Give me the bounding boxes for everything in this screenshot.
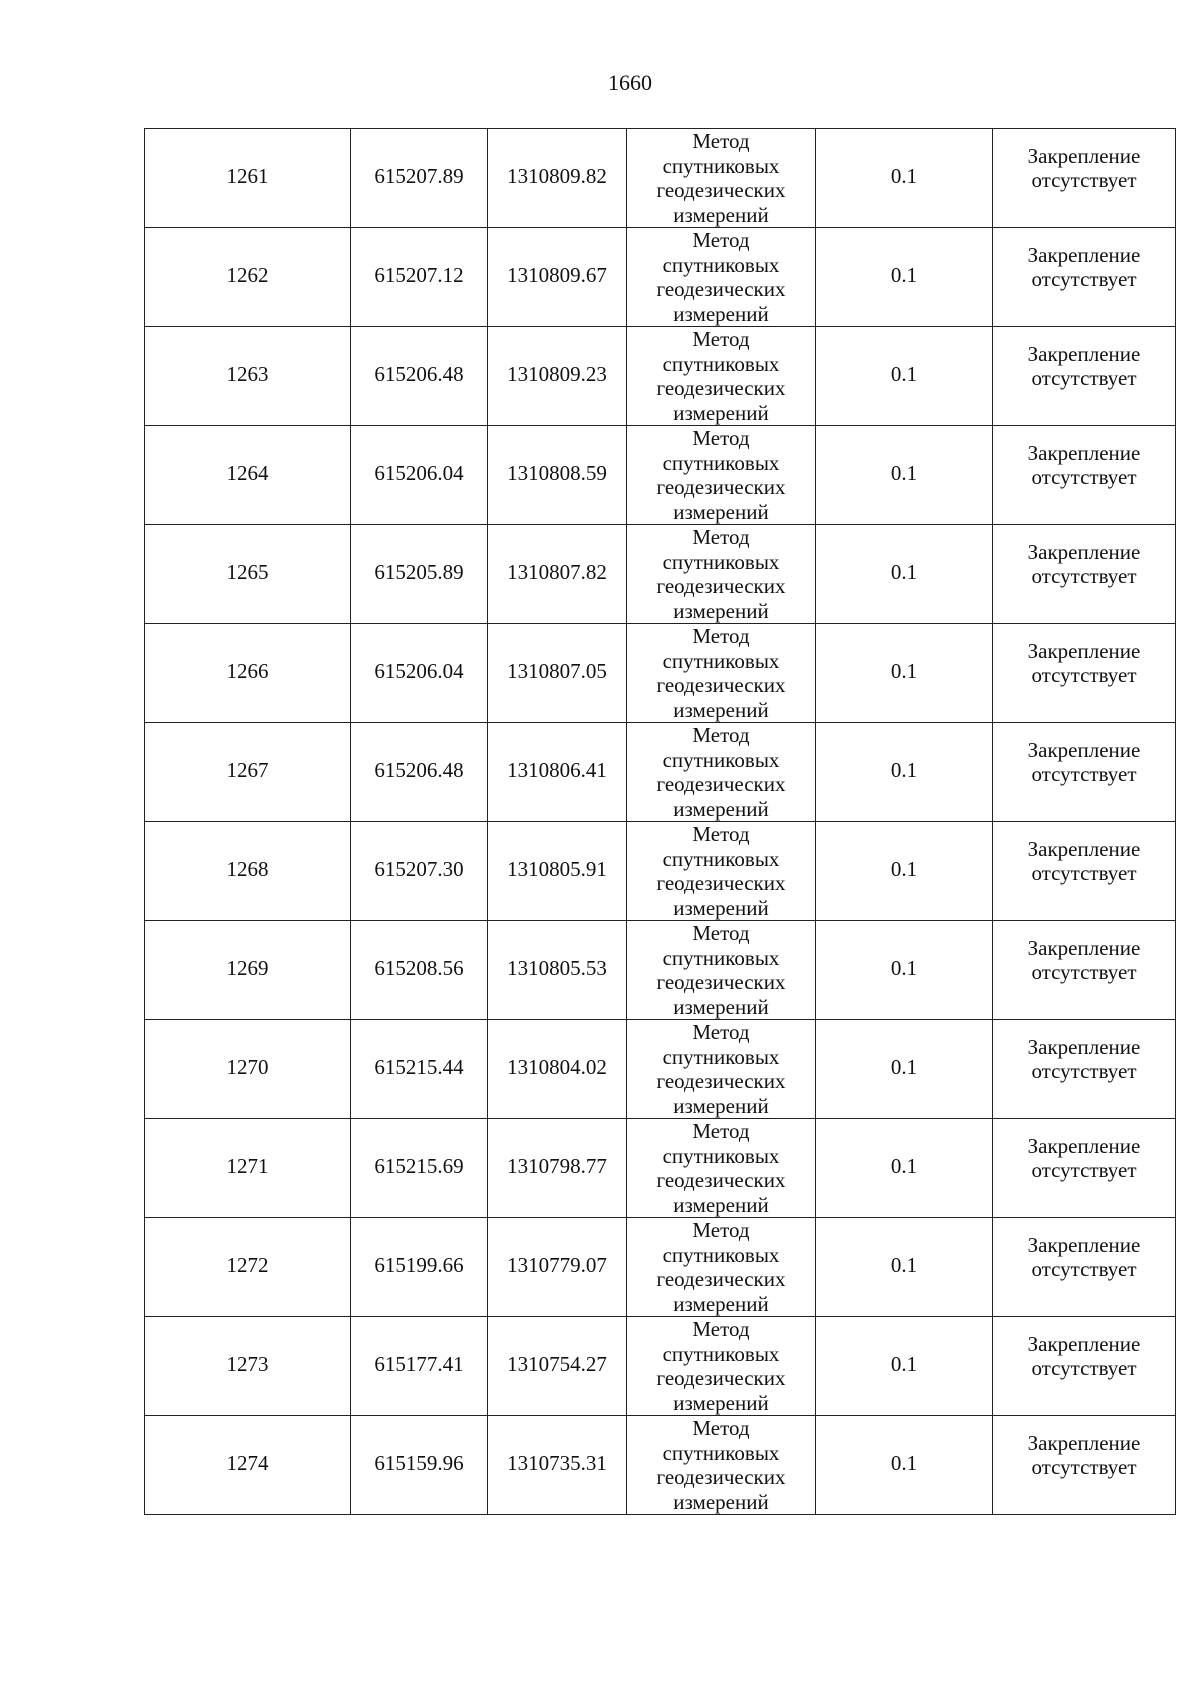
method-text-line: измерений — [673, 1489, 769, 1514]
fixation-text-line: отсутствует — [1031, 1158, 1137, 1182]
x-coordinate-cell — [351, 129, 488, 228]
y-coordinate-cell — [488, 1020, 627, 1119]
point-number-value: 1264 — [226, 460, 269, 485]
fixation-cell — [993, 624, 1176, 723]
method-text-line: геодезических — [656, 376, 786, 400]
method-text-line: измерений — [673, 598, 769, 623]
coordinates-table — [144, 128, 1176, 1515]
fixation-cell — [993, 1020, 1176, 1119]
y-coordinate-value: 1310804.02 — [507, 1054, 607, 1079]
method-text-line: Метод — [692, 1119, 750, 1143]
accuracy-value: 0.1 — [890, 955, 918, 980]
accuracy-cell — [816, 426, 993, 525]
method-text-line: спутниковых — [662, 1341, 780, 1366]
x-coordinate-cell — [351, 1119, 488, 1218]
x-coordinate-value: 615206.48 — [374, 361, 464, 386]
method-text-line: геодезических — [656, 970, 786, 994]
accuracy-value: 0.1 — [890, 1351, 918, 1376]
table-body — [145, 129, 1176, 1515]
fixation-text-line: Закрепление — [1027, 737, 1141, 762]
method-text-line: измерений — [673, 697, 769, 722]
y-coordinate-value: 1310807.05 — [507, 658, 607, 683]
y-coordinate-cell — [488, 1119, 627, 1218]
x-coordinate-value: 615207.12 — [374, 262, 464, 287]
fixation-text — [1028, 1233, 1141, 1282]
accuracy-cell — [816, 228, 993, 327]
x-coordinate-value: 615215.44 — [374, 1054, 464, 1079]
x-coordinate-value: 615199.66 — [374, 1252, 464, 1277]
table-row — [145, 525, 1176, 624]
x-coordinate-cell — [351, 1020, 488, 1119]
fixation-text-line: отсутствует — [1031, 564, 1137, 588]
y-coordinate-value: 1310809.82 — [507, 163, 607, 188]
y-coordinate-value: 1310809.67 — [507, 262, 607, 287]
x-coordinate-value: 615207.89 — [374, 163, 464, 188]
accuracy-value: 0.1 — [890, 658, 918, 683]
method-text-line: спутниковых — [662, 549, 780, 574]
point-number-value: 1269 — [226, 955, 269, 980]
y-coordinate-value: 1310779.07 — [507, 1252, 607, 1277]
x-coordinate-cell — [351, 1218, 488, 1317]
y-coordinate-cell — [488, 1218, 627, 1317]
table-row — [145, 822, 1176, 921]
method-cell — [627, 525, 816, 624]
x-coordinate-value: 615206.48 — [374, 757, 464, 782]
y-coordinate-value: 1310754.27 — [507, 1351, 607, 1376]
accuracy-cell — [816, 129, 993, 228]
y-coordinate-value: 1310808.59 — [507, 460, 607, 485]
method-text-line: геодезических — [656, 574, 786, 598]
y-coordinate-cell — [488, 327, 627, 426]
point-number-cell — [145, 624, 351, 723]
fixation-text — [1028, 1134, 1141, 1183]
table-row — [145, 1218, 1176, 1317]
fixation-text-line: Закрепление — [1027, 341, 1141, 366]
method-text-line: геодезических — [656, 277, 786, 301]
fixation-text-line: Закрепление — [1027, 539, 1141, 564]
fixation-text — [1028, 243, 1141, 292]
method-text-line: Метод — [692, 1416, 750, 1440]
point-number-cell — [145, 228, 351, 327]
point-number-cell — [145, 129, 351, 228]
fixation-cell — [993, 129, 1176, 228]
method-cell — [627, 1317, 816, 1416]
fixation-text-line: отсутствует — [1031, 1356, 1137, 1380]
fixation-text-line: отсутствует — [1031, 861, 1137, 885]
method-cell — [627, 723, 816, 822]
point-number-cell — [145, 426, 351, 525]
x-coordinate-value: 615206.04 — [374, 658, 464, 683]
x-coordinate-cell — [351, 1416, 488, 1515]
fixation-text — [1028, 342, 1141, 391]
fixation-text-line: отсутствует — [1031, 663, 1137, 687]
fixation-text-line: Закрепление — [1027, 1232, 1141, 1257]
page-number: 1660 — [608, 70, 652, 95]
point-number-value: 1273 — [226, 1351, 269, 1376]
point-number-cell — [145, 1119, 351, 1218]
method-text-line: геодезических — [656, 178, 786, 202]
method-text-line: геодезических — [656, 1267, 786, 1291]
fixation-text-line: Закрепление — [1027, 836, 1141, 861]
table-row — [145, 624, 1176, 723]
fixation-text-line: отсутствует — [1031, 1455, 1137, 1479]
x-coordinate-value: 615206.04 — [374, 460, 464, 485]
fixation-cell — [993, 327, 1176, 426]
method-text-line: Метод — [692, 1317, 750, 1341]
fixation-cell — [993, 921, 1176, 1020]
y-coordinate-cell — [488, 1416, 627, 1515]
method-text-line: геодезических — [656, 1168, 786, 1192]
method-text-line: геодезических — [656, 1465, 786, 1489]
method-text-line: измерений — [673, 1291, 769, 1316]
fixation-text — [1028, 936, 1141, 985]
accuracy-value: 0.1 — [890, 460, 918, 485]
accuracy-cell — [816, 1218, 993, 1317]
table-row — [145, 921, 1176, 1020]
y-coordinate-value: 1310805.91 — [507, 856, 607, 881]
method-text-line: Метод — [692, 129, 750, 153]
y-coordinate-cell — [488, 921, 627, 1020]
accuracy-value: 0.1 — [890, 856, 918, 881]
fixation-text-line: Закрепление — [1027, 935, 1141, 960]
fixation-text-line: отсутствует — [1031, 1257, 1137, 1281]
x-coordinate-value: 615205.89 — [374, 559, 464, 584]
accuracy-value: 0.1 — [890, 262, 918, 287]
fixation-text-line: Закрепление — [1027, 1331, 1141, 1356]
y-coordinate-cell — [488, 624, 627, 723]
accuracy-value: 0.1 — [890, 163, 918, 188]
table-row — [145, 327, 1176, 426]
method-text-line: спутниковых — [662, 1143, 780, 1168]
x-coordinate-cell — [351, 525, 488, 624]
y-coordinate-value: 1310805.53 — [507, 955, 607, 980]
fixation-cell — [993, 1119, 1176, 1218]
point-number-value: 1267 — [226, 757, 269, 782]
x-coordinate-value: 615159.96 — [374, 1450, 464, 1475]
method-text-line: спутниковых — [662, 351, 780, 376]
fixation-text-line: отсутствует — [1031, 267, 1137, 291]
x-coordinate-cell — [351, 921, 488, 1020]
accuracy-value: 0.1 — [890, 757, 918, 782]
method-text-line: спутниковых — [662, 153, 780, 178]
accuracy-cell — [816, 921, 993, 1020]
point-number-value: 1266 — [226, 658, 269, 683]
point-number-cell — [145, 1317, 351, 1416]
table-row — [145, 1119, 1176, 1218]
point-number-cell — [145, 525, 351, 624]
fixation-text-line: Закрепление — [1027, 638, 1141, 663]
y-coordinate-cell — [488, 822, 627, 921]
method-text-line: Метод — [692, 525, 750, 549]
method-text-line: измерений — [673, 400, 769, 425]
fixation-text-line: отсутствует — [1031, 465, 1137, 489]
method-text-line: геодезических — [656, 772, 786, 796]
method-text-line: измерений — [673, 202, 769, 227]
fixation-text-line: Закрепление — [1027, 143, 1141, 168]
method-text-line: Метод — [692, 1218, 750, 1242]
table-row — [145, 1416, 1176, 1515]
fixation-text-line: отсутствует — [1031, 366, 1137, 390]
y-coordinate-value: 1310807.82 — [507, 559, 607, 584]
x-coordinate-cell — [351, 1317, 488, 1416]
fixation-text — [1028, 1332, 1141, 1381]
method-text-line: измерений — [673, 1390, 769, 1415]
method-cell — [627, 1119, 816, 1218]
fixation-text-line: Закрепление — [1027, 242, 1141, 267]
table-row — [145, 426, 1176, 525]
method-text-line: спутниковых — [662, 252, 780, 277]
table-row — [145, 1020, 1176, 1119]
y-coordinate-value: 1310809.23 — [507, 361, 607, 386]
method-cell — [627, 129, 816, 228]
method-text-line: Метод — [692, 426, 750, 450]
method-text-line: Метод — [692, 723, 750, 747]
fixation-text-line: отсутствует — [1031, 762, 1137, 786]
method-text-line: спутниковых — [662, 846, 780, 871]
method-cell — [627, 1020, 816, 1119]
x-coordinate-cell — [351, 723, 488, 822]
method-text-line: спутниковых — [662, 747, 780, 772]
accuracy-value: 0.1 — [890, 1450, 918, 1475]
method-text-line: геодезических — [656, 1069, 786, 1093]
accuracy-value: 0.1 — [890, 559, 918, 584]
accuracy-cell — [816, 822, 993, 921]
method-cell — [627, 624, 816, 723]
accuracy-cell — [816, 1119, 993, 1218]
fixation-text — [1028, 639, 1141, 688]
fixation-text-line: Закрепление — [1027, 1430, 1141, 1455]
table-row — [145, 129, 1176, 228]
point-number-cell — [145, 822, 351, 921]
x-coordinate-value: 615215.69 — [374, 1153, 464, 1178]
accuracy-value: 0.1 — [890, 1252, 918, 1277]
method-text-line: спутниковых — [662, 1440, 780, 1465]
method-text-line: измерений — [673, 301, 769, 326]
accuracy-value: 0.1 — [890, 1153, 918, 1178]
method-cell — [627, 426, 816, 525]
fixation-text — [1028, 540, 1141, 589]
point-number-cell — [145, 921, 351, 1020]
fixation-text-line: отсутствует — [1031, 1059, 1137, 1083]
accuracy-value: 0.1 — [890, 1054, 918, 1079]
table-row — [145, 723, 1176, 822]
fixation-text-line: Закрепление — [1027, 1034, 1141, 1059]
method-text-line: спутниковых — [662, 1242, 780, 1267]
method-cell — [627, 822, 816, 921]
method-text-line: измерений — [673, 1093, 769, 1118]
fixation-cell — [993, 228, 1176, 327]
table-row — [145, 1317, 1176, 1416]
method-cell — [627, 921, 816, 1020]
method-text-line: измерений — [673, 1192, 769, 1217]
y-coordinate-cell — [488, 426, 627, 525]
point-number-value: 1270 — [226, 1054, 269, 1079]
y-coordinate-cell — [488, 723, 627, 822]
method-text-line: спутниковых — [662, 648, 780, 673]
accuracy-value: 0.1 — [890, 361, 918, 386]
method-cell — [627, 1416, 816, 1515]
fixation-cell — [993, 723, 1176, 822]
y-coordinate-cell — [488, 525, 627, 624]
point-number-value: 1274 — [226, 1450, 269, 1475]
fixation-cell — [993, 1317, 1176, 1416]
method-text-line: Метод — [692, 921, 750, 945]
x-coordinate-value: 615208.56 — [374, 955, 464, 980]
fixation-text-line: Закрепление — [1027, 440, 1141, 465]
x-coordinate-cell — [351, 624, 488, 723]
method-text-line: спутниковых — [662, 945, 780, 970]
method-text-line: геодезических — [656, 475, 786, 499]
method-text-line: спутниковых — [662, 450, 780, 475]
method-text-line: измерений — [673, 499, 769, 524]
fixation-text — [1028, 144, 1141, 193]
accuracy-cell — [816, 1416, 993, 1515]
y-coordinate-value: 1310735.31 — [507, 1450, 607, 1475]
point-number-cell — [145, 723, 351, 822]
point-number-value: 1265 — [226, 559, 269, 584]
method-text-line: Метод — [692, 228, 750, 252]
point-number-cell — [145, 1020, 351, 1119]
point-number-value: 1268 — [226, 856, 269, 881]
fixation-text — [1028, 1431, 1141, 1480]
point-number-value: 1272 — [226, 1252, 269, 1277]
fixation-cell — [993, 426, 1176, 525]
point-number-cell — [145, 1416, 351, 1515]
fixation-cell — [993, 1218, 1176, 1317]
fixation-text — [1028, 738, 1141, 787]
y-coordinate-cell — [488, 228, 627, 327]
method-text-line: Метод — [692, 327, 750, 351]
x-coordinate-value: 615177.41 — [374, 1351, 464, 1376]
accuracy-cell — [816, 1020, 993, 1119]
point-number-value: 1271 — [226, 1153, 269, 1178]
accuracy-cell — [816, 327, 993, 426]
method-text-line: измерений — [673, 994, 769, 1019]
method-text-line: Метод — [692, 624, 750, 648]
y-coordinate-cell — [488, 129, 627, 228]
method-cell — [627, 327, 816, 426]
fixation-cell — [993, 1416, 1176, 1515]
y-coordinate-value: 1310806.41 — [507, 757, 607, 782]
method-text-line: Метод — [692, 822, 750, 846]
accuracy-cell — [816, 525, 993, 624]
table-row — [145, 228, 1176, 327]
method-text-line: спутниковых — [662, 1044, 780, 1069]
fixation-cell — [993, 822, 1176, 921]
y-coordinate-cell — [488, 1317, 627, 1416]
point-number-value: 1262 — [226, 262, 269, 287]
x-coordinate-cell — [351, 822, 488, 921]
method-text-line: геодезических — [656, 673, 786, 697]
fixation-cell — [993, 525, 1176, 624]
method-cell — [627, 228, 816, 327]
fixation-text — [1028, 837, 1141, 886]
accuracy-cell — [816, 723, 993, 822]
fixation-text — [1028, 441, 1141, 490]
method-text-line: измерений — [673, 895, 769, 920]
point-number-cell — [145, 327, 351, 426]
method-cell — [627, 1218, 816, 1317]
fixation-text-line: отсутствует — [1031, 168, 1137, 192]
method-text-line: геодезических — [656, 1366, 786, 1390]
fixation-text-line: Закрепление — [1027, 1133, 1141, 1158]
method-text-line: измерений — [673, 796, 769, 821]
accuracy-cell — [816, 624, 993, 723]
fixation-text — [1028, 1035, 1141, 1084]
x-coordinate-cell — [351, 426, 488, 525]
method-text-line: Метод — [692, 1020, 750, 1044]
point-number-cell — [145, 1218, 351, 1317]
y-coordinate-value: 1310798.77 — [507, 1153, 607, 1178]
x-coordinate-cell — [351, 228, 488, 327]
point-number-value: 1261 — [226, 163, 269, 188]
x-coordinate-value: 615207.30 — [374, 856, 464, 881]
method-text-line: геодезических — [656, 871, 786, 895]
point-number-value: 1263 — [226, 361, 269, 386]
x-coordinate-cell — [351, 327, 488, 426]
accuracy-cell — [816, 1317, 993, 1416]
fixation-text-line: отсутствует — [1031, 960, 1137, 984]
